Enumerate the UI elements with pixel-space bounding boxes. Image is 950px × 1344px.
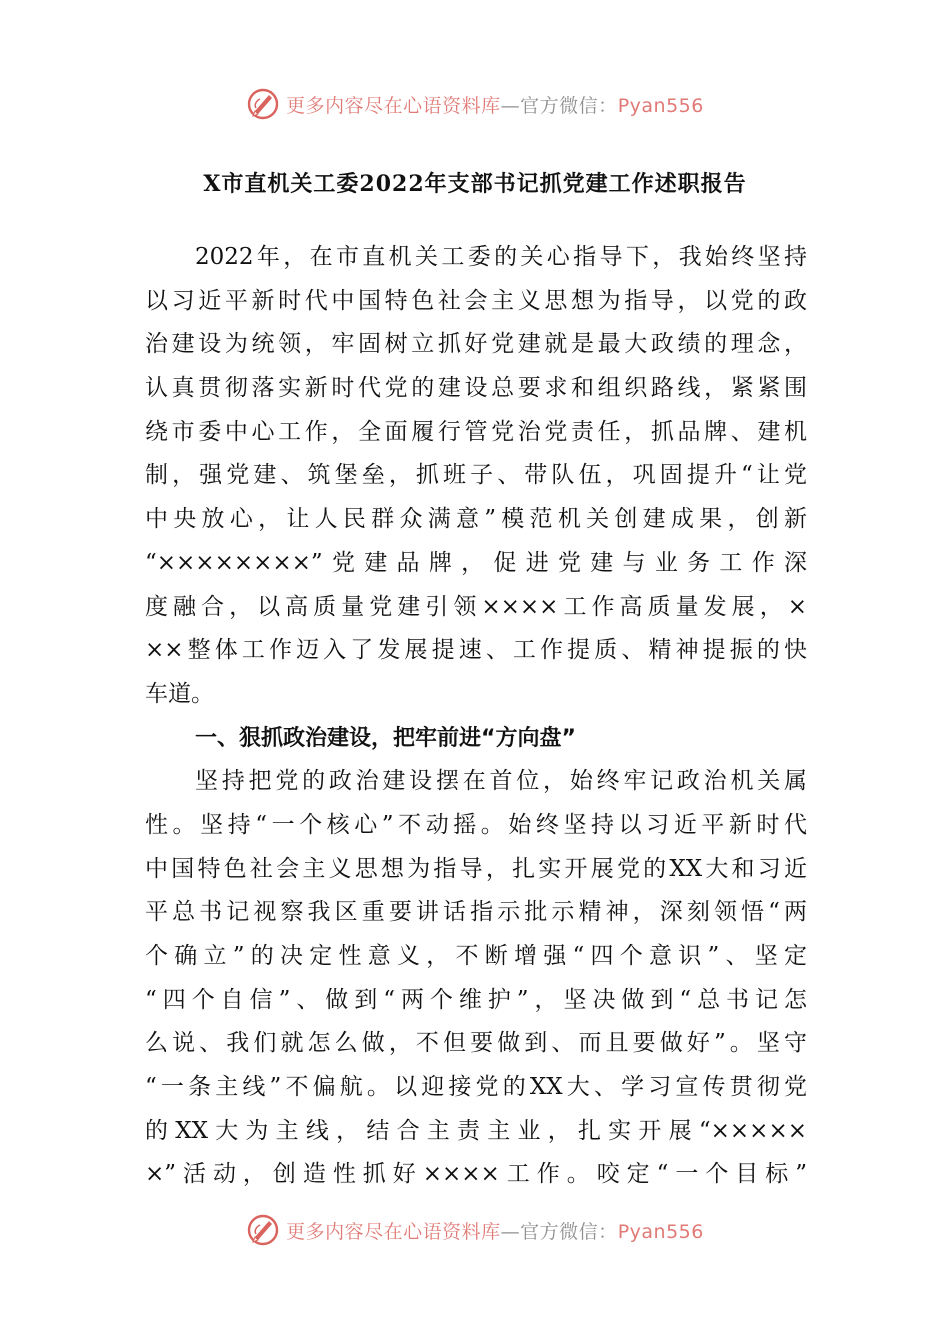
watermark-id: Pyan556 — [617, 94, 704, 117]
section-heading: 一、狠抓政治建设，把牢前进“方向盘” — [195, 725, 576, 751]
watermark-id: Pyan556 — [617, 1220, 704, 1243]
pen-logo-icon — [246, 87, 280, 121]
watermark-separator: — — [500, 1220, 521, 1243]
paragraph-line: 制，强党建、筑堡垒，抓班子、带队伍，巩固提升“让党 — [145, 462, 807, 489]
paragraph-line: “××××××××”党建品牌，促进党建与业务工作深 — [145, 549, 807, 576]
watermark-text — [286, 1217, 704, 1244]
paragraph-line: ××整体工作迈入了发展提速、工作提质、精神提振的快 — [145, 637, 807, 664]
paragraph-line: 绕市委中心工作，全面履行管党治党责任，抓品牌、建机 — [145, 418, 807, 445]
paragraph-line: 坚持把党的政治建设摆在首位，始终牢记政治机关属 — [195, 768, 807, 795]
watermark-note: 官方微信： — [520, 1220, 618, 1243]
paragraph-line: “四个自信”、做到“两个维护”，坚决做到“总书记怎 — [145, 986, 807, 1013]
paragraph-line: 平总书记视察我区重要讲话指示批示精神，深刻领悟“两 — [145, 899, 807, 926]
paragraph-line: 治建设为统领，牢固树立抓好党建就是最大政绩的理念， — [145, 331, 807, 358]
paragraph-line: “一条主线”不偏航。以迎接党的XX大、学习宣传贯彻党 — [145, 1074, 807, 1101]
paragraph-line: 个确立”的决定性意义，不断增强“四个意识”、坚定 — [145, 943, 807, 969]
watermark-main-text: 更多内容尽在心语资料库 — [286, 94, 501, 117]
paragraph-line: 性。坚持“一个核心”不动摇。始终坚持以习近平新时代 — [145, 811, 807, 838]
paragraph-line: 的XX大为主线，结合主责主业，扎实开展“××××× — [145, 1117, 807, 1144]
document-body — [145, 236, 807, 1197]
watermark-banner-bottom — [0, 1210, 950, 1250]
paragraph-line: 度融合，以高质量党建引领××××工作高质量发展，× — [145, 593, 807, 620]
watermark-separator: — — [500, 94, 521, 117]
paragraph-line: 中央放心，让人民群众满意”模范机关创建成果，创新 — [145, 506, 807, 533]
paragraph-line: 么说、我们就怎么做，不但要做到、而且要做好”。坚守 — [145, 1030, 807, 1057]
paragraph-line: 车道。 — [145, 680, 214, 707]
paragraph-line: 以习近平新时代中国特色社会主义思想为指导，以党的政 — [145, 287, 807, 314]
paragraph-line: 2022年，在市直机关工委的关心指导下，我始终坚持 — [195, 244, 807, 270]
document-title: X市直机关工委2022年支部书记抓党建工作述职报告 — [203, 171, 747, 197]
paragraph-line: 认真贯彻落实新时代党的建设总要求和组织路线，紧紧围 — [145, 375, 807, 402]
pen-logo-icon — [246, 1213, 280, 1247]
watermark-banner-top — [0, 84, 950, 124]
paragraph-line: ×”活动，创造性抓好××××工作。咬定“一个目标” — [145, 1161, 807, 1188]
watermark-text — [286, 91, 704, 118]
watermark-note: 官方微信： — [520, 94, 618, 117]
paragraph-line: 中国特色社会主义思想为指导，扎实开展党的XX大和习近 — [145, 855, 807, 882]
watermark-main-text: 更多内容尽在心语资料库 — [286, 1220, 501, 1243]
